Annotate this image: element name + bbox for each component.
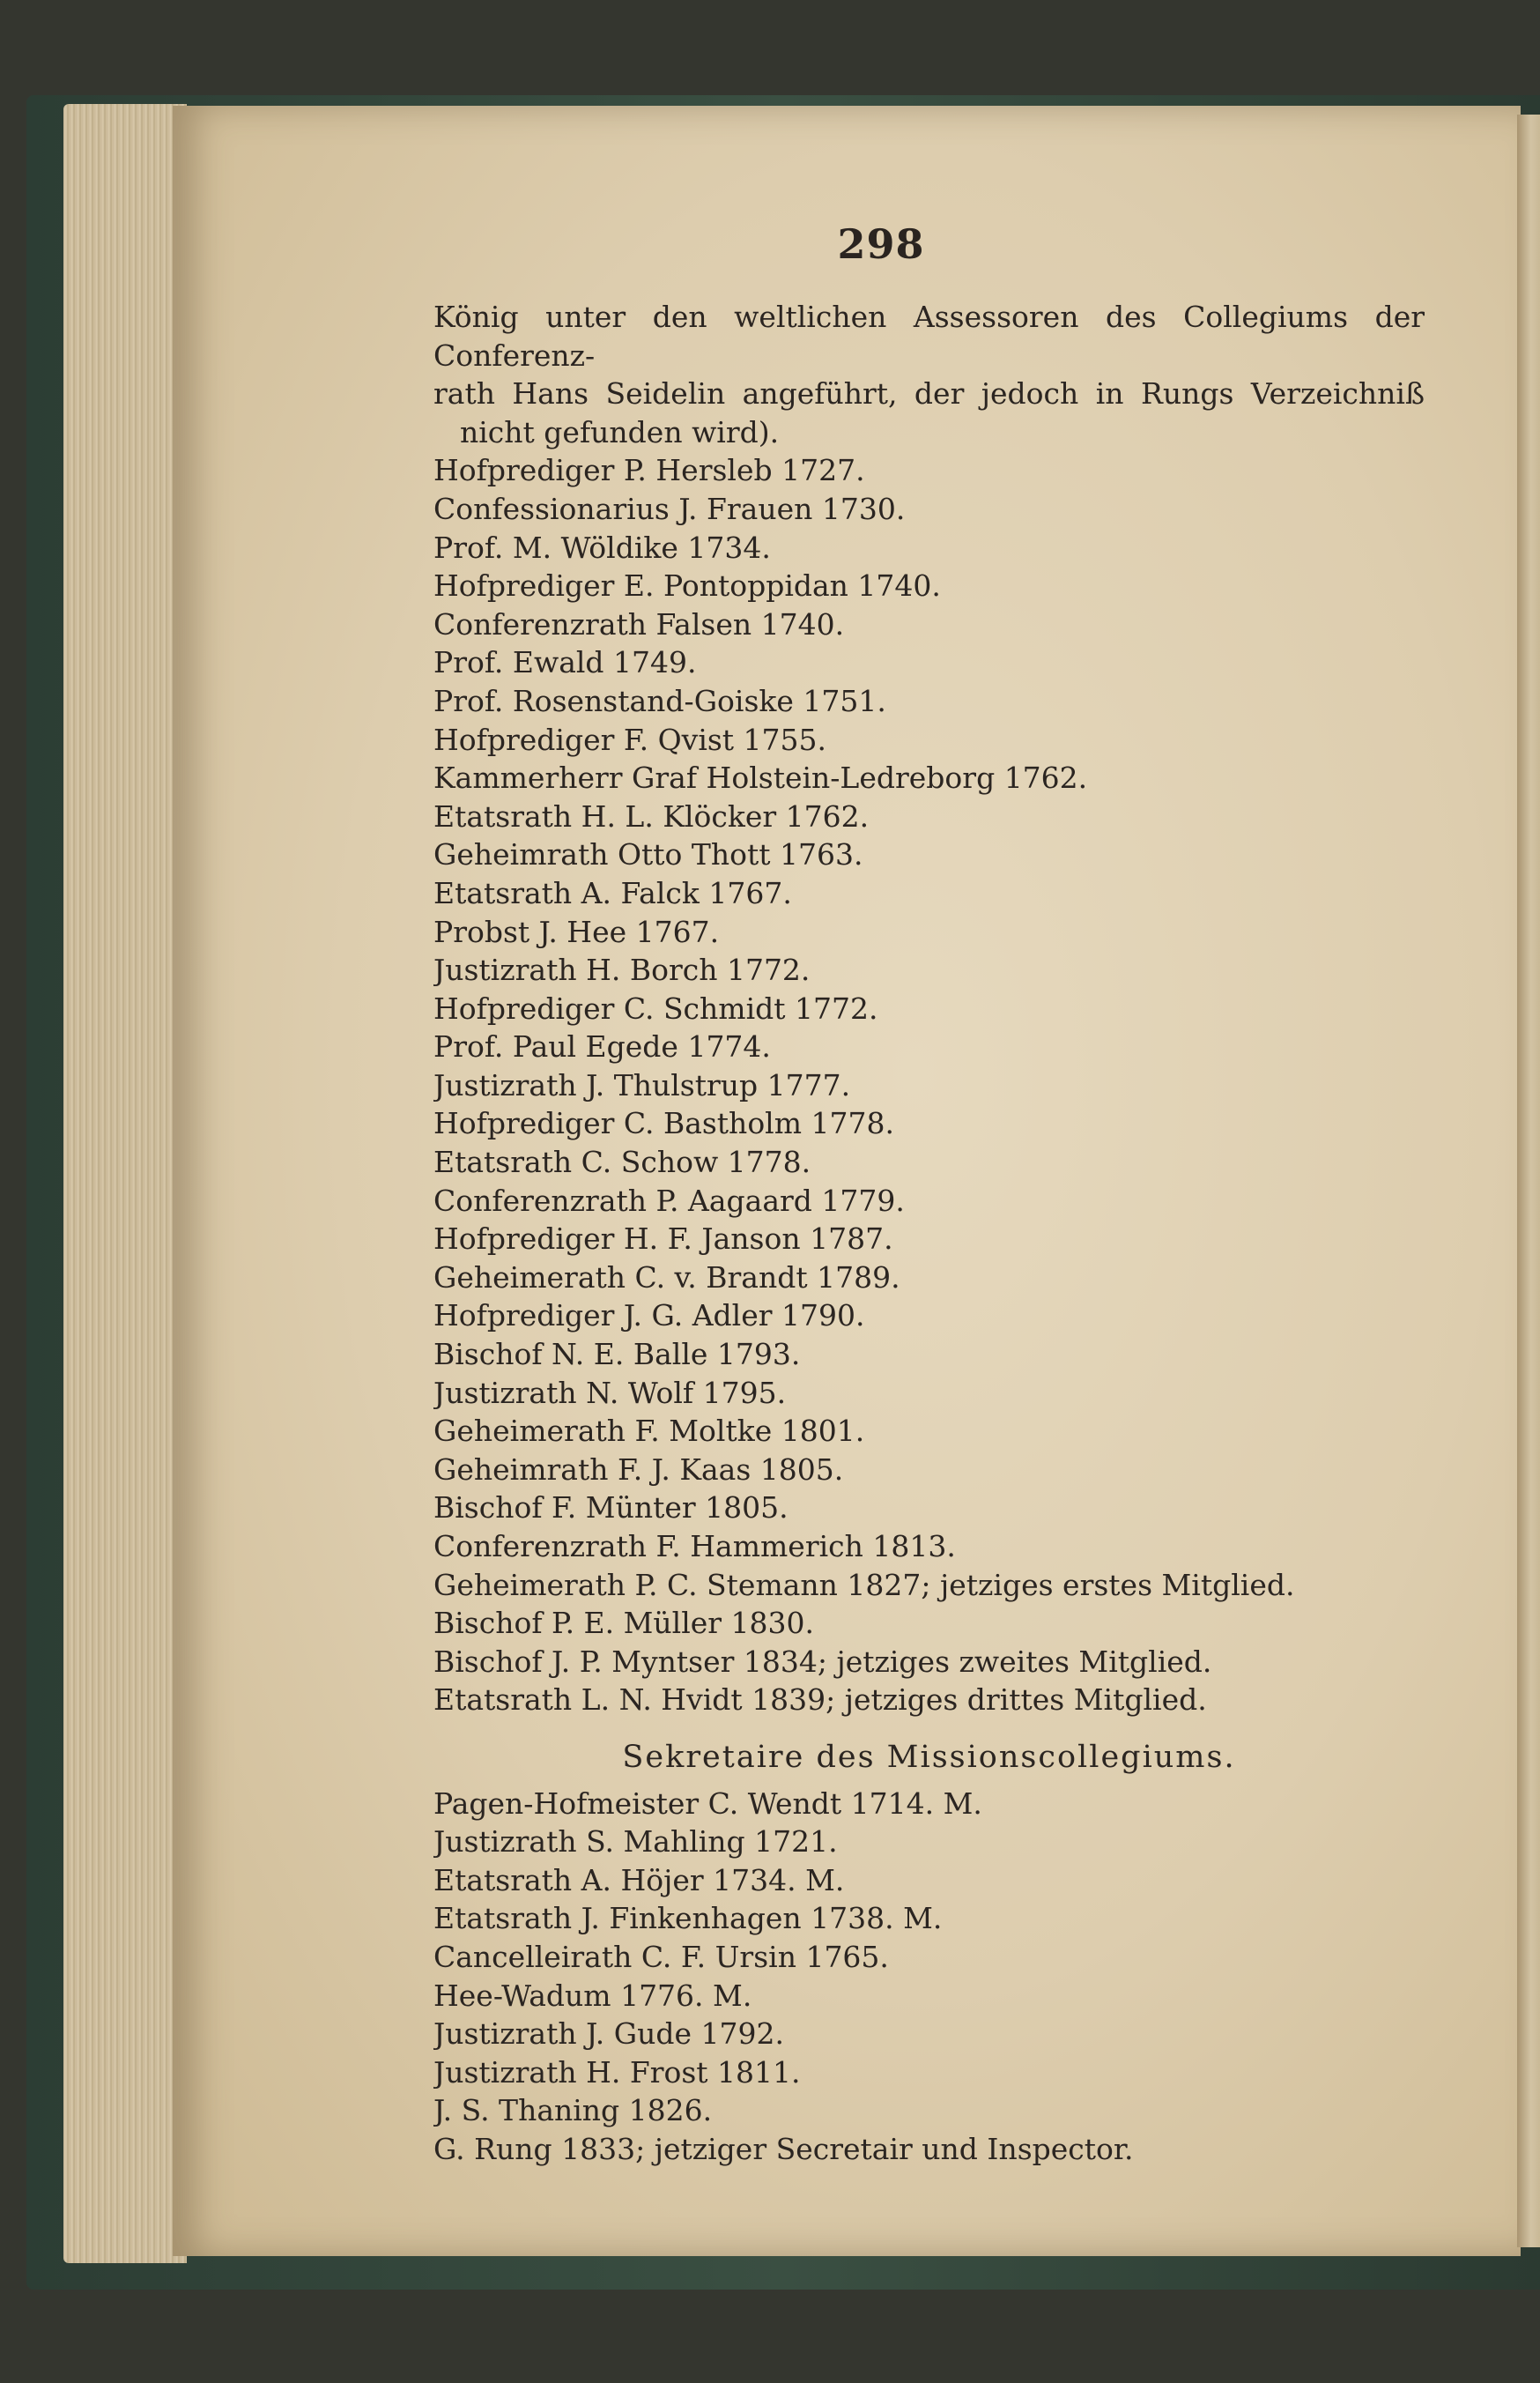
member-entry: Justizrath J. Thulstrup 1777. (433, 1067, 851, 1102)
member-entry: Hofprediger C. Bastholm 1778. (433, 1106, 894, 1141)
page-text (433, 298, 1425, 2169)
member-entry: Prof. M. Wöldike 1734. (433, 530, 771, 565)
intro-line: König unter den weltlichen Assessoren des Collegiums der Conferenz- (433, 300, 1425, 373)
member-entry: Conferenzrath F. Hammerich 1813. (433, 1529, 956, 1563)
member-entry: Geheimerath C. v. Brandt 1789. (433, 1259, 900, 1295)
facing-page-edge (1517, 115, 1540, 2247)
page-edges (63, 104, 187, 2263)
member-entry: Hofprediger J. G. Adler 1790. (433, 1298, 865, 1333)
secretary-entry: Justizrath S. Mahling 1721. (433, 1824, 838, 1860)
member-entry: Justizrath H. Borch 1772. (433, 953, 811, 988)
member-entry: Justizrath N. Wolf 1795. (433, 1375, 787, 1410)
member-entry: Hofprediger F. Qvist 1755. (433, 722, 827, 757)
member-entry: Prof. Ewald 1749. (433, 645, 697, 680)
intro-line: nicht gefunden wird). (460, 414, 780, 449)
member-entry: Conferenzrath Falsen 1740. (433, 606, 845, 642)
member-entry: Etatsrath A. Falck 1767. (433, 875, 792, 910)
member-entry: Hofprediger E. Pontoppidan 1740. (433, 568, 941, 604)
member-entry: Geheimrath Otto Thott 1763. (433, 837, 863, 872)
member-entry: Geheimerath P. C. Stemann 1827; jetziges erstes Mitglied. (433, 1567, 1295, 1602)
page-number: 298 (837, 220, 925, 268)
member-entry: Probst J. Hee 1767. (433, 914, 720, 949)
secretary-entry: Cancelleirath C. F. Ursin 1765. (433, 1939, 889, 1974)
member-entry: Geheimerath F. Moltke 1801. (433, 1414, 865, 1449)
secretary-entry: Pagen-Hofmeister C. Wendt 1714. M. (433, 1785, 982, 1821)
secretary-entry: Hee-Wadum 1776. M. (433, 1978, 752, 2013)
member-entry: Hofprediger C. Schmidt 1772. (433, 991, 878, 1026)
member-entry: Bischof P. E. Müller 1830. (433, 1606, 815, 1641)
member-entry: Hofprediger P. Hersleb 1727. (433, 453, 865, 488)
member-entry: Hofprediger H. F. Janson 1787. (433, 1221, 893, 1257)
member-entry: Geheimrath F. J. Kaas 1805. (433, 1451, 844, 1487)
secretary-entry: Justizrath H. Frost 1811. (433, 2054, 801, 2090)
member-entry: Conferenzrath P. Aagaard 1779. (433, 1183, 905, 1218)
member-entry: Kammerherr Graf Holstein-Ledreborg 1762. (433, 761, 1088, 796)
member-entry: Prof. Paul Egede 1774. (433, 1029, 771, 1065)
member-entry: Prof. Rosenstand-Goiske 1751. (433, 683, 886, 718)
secretary-entry: Justizrath J. Gude 1792. (433, 2016, 784, 2052)
intro-line: rath Hans Seidelin angeführt, der jedoch in Rungs Verzeichniß (433, 376, 1425, 412)
member-entry: Etatsrath L. N. Hvidt 1839; jetziges drittes Mitglied. (433, 1682, 1207, 1718)
member-entry: Bischof J. P. Myntser 1834; jetziges zweites Mitglied. (433, 1644, 1212, 1679)
secretary-entry: Etatsrath J. Finkenhagen 1738. M. (433, 1901, 943, 1936)
member-entry: Etatsrath H. L. Klöcker 1762. (433, 798, 870, 834)
member-entry: Bischof N. E. Balle 1793. (433, 1337, 801, 1372)
member-entry: Etatsrath C. Schow 1778. (433, 1145, 811, 1180)
member-entry: Confessionarius J. Frauen 1730. (433, 491, 906, 526)
section-heading: Sekretaire des Missionscollegiums. (622, 1739, 1236, 1775)
secretary-entry: Etatsrath A. Höjer 1734. M. (433, 1862, 845, 1897)
secretary-entry: J. S. Thaning 1826. (433, 2093, 713, 2128)
secretary-entry: G. Rung 1833; jetziger Secretair und Inspector. (433, 2131, 1134, 2166)
member-entry: Bischof F. Münter 1805. (433, 1490, 789, 1526)
